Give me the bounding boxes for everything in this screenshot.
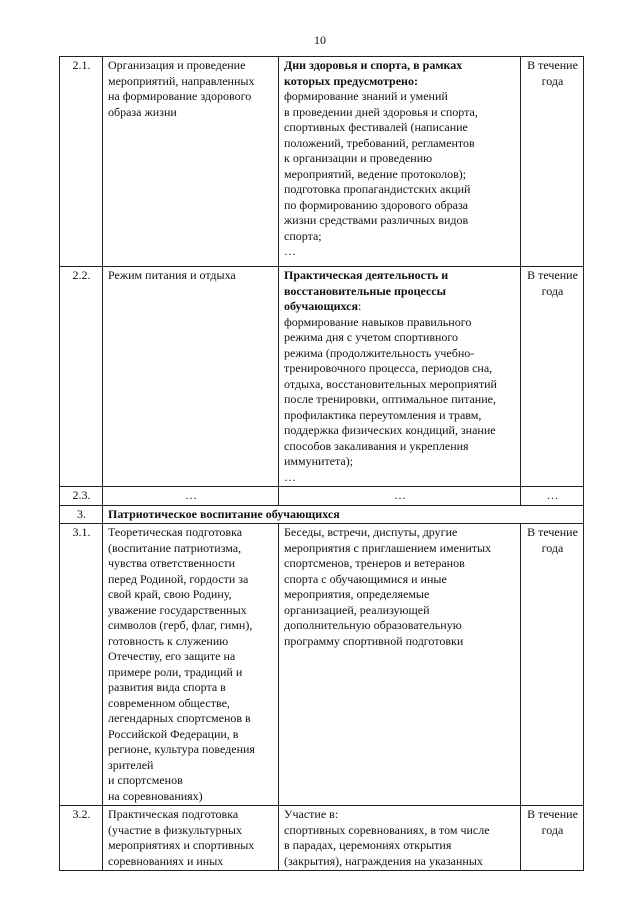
content-line: по формированию здорового образа (284, 197, 469, 212)
content-line: после тренировки, оптимальное питание, (284, 392, 496, 406)
content-line: режима (продолжительность учебно- (284, 345, 475, 360)
activity-term (521, 267, 584, 487)
activity-content (279, 267, 521, 487)
table-row-3-2 (60, 806, 584, 871)
title-line: Российской Федерации, в (108, 726, 239, 741)
content-line: спорта; (284, 228, 322, 243)
title-line: на соревнованиях) (108, 788, 203, 803)
content-line: формирование навыков правильного (284, 314, 472, 329)
row-number: 3.2. (60, 806, 103, 871)
table-row-2-3 (60, 487, 584, 506)
title-line: развития вида спорта в (108, 680, 226, 694)
title-line: примере роли, традиций и (108, 664, 243, 679)
activity-title (103, 524, 279, 806)
content-line: мероприятия, определяемые (284, 587, 430, 601)
title-line: (воспитание патриотизма, (108, 540, 242, 555)
activity-title (103, 57, 279, 267)
content-line: поддержка физических кондиций, знание (284, 423, 496, 437)
content-line: … (284, 244, 296, 258)
title-line: Практическая подготовка (108, 807, 239, 821)
content-line: подготовка пропагандистских акций (284, 182, 471, 196)
title-line: современном обществе, (108, 695, 230, 710)
section-title: Патриотическое воспитание обучающихся (103, 505, 584, 524)
content-line: тренировочного процесса, периодов сна, (284, 361, 493, 375)
content-heading-colon: : (358, 299, 362, 313)
title-line: уважение государственных (108, 602, 247, 617)
table-row-2-1 (60, 57, 584, 267)
content-line: профилактика переутомления и травм, (284, 407, 482, 422)
content-line: спортивных соревнованиях, в том числе (284, 822, 490, 837)
content-line: режима дня с учетом спортивного (284, 330, 459, 344)
content-heading-line: восстановительные процессы (284, 283, 447, 298)
term-line: В течение (527, 807, 578, 821)
term-line: В течение (527, 525, 578, 539)
content-heading-line: Практическая деятельность и (284, 268, 449, 282)
title-line: свой край, свою Родину, (108, 587, 232, 601)
row-number: 2.2. (60, 267, 103, 487)
term-line: В течение (527, 58, 578, 72)
row-number: 2.3. (60, 487, 103, 506)
title-line: чувства ответственности (108, 556, 236, 570)
term-line: В течение (527, 268, 578, 282)
title-line: символов (герб, флаг, гимн), (108, 618, 253, 632)
content-line: положений, требований, регламентов (284, 135, 475, 150)
activity-term (521, 524, 584, 806)
title-line: образа жизни (108, 104, 177, 119)
title-line: на формирование здорового (108, 89, 252, 103)
title-line: Организация и проведение (108, 58, 246, 72)
title-line: перед Родиной, гордости за (108, 571, 249, 586)
content-line: программу спортивной подготовки (284, 633, 464, 648)
title-line: зрителей (108, 757, 154, 772)
content-line: отдыха, восстановительных мероприятий (284, 376, 497, 391)
content-line: способов закаливания и укрепления (284, 438, 469, 453)
section-number: 3. (60, 505, 103, 524)
title-line: Режим питания и отдыха (108, 268, 236, 282)
content-line: формирование знаний и умений (284, 89, 448, 103)
content-line: в парадах, церемониях открытия (284, 838, 452, 852)
title-line: и спортсменов (108, 773, 183, 787)
activity-content (279, 524, 521, 806)
content-line: спорта с обучающимися и иные (284, 571, 447, 586)
title-line: (участие в физкультурных (108, 822, 242, 837)
section-row-3 (60, 505, 584, 524)
content-line: спортивных фестивалей (написание (284, 120, 468, 134)
title-line: мероприятий, направленных (108, 73, 255, 88)
content-line: мероприятия с приглашением именитых (284, 540, 492, 555)
title-line: регионе, культура поведения (108, 742, 255, 756)
title-line: Теоретическая подготовка (108, 525, 243, 539)
term-line: года (541, 822, 564, 837)
content-line: Участие в: (284, 807, 339, 821)
row-number: 2.1. (60, 57, 103, 267)
activity-title (103, 267, 279, 487)
activity-content (279, 806, 521, 871)
page-number: 10 (314, 33, 326, 47)
content-line: организацией, реализующей (284, 602, 430, 617)
content-heading-line: которых предусмотрено: (284, 73, 418, 88)
term-line: года (541, 283, 564, 298)
table-row-2-2 (60, 267, 584, 487)
content-line: жизни средствами различных видов (284, 213, 469, 227)
content-heading-line: Дни здоровья и спорта, в рамках (284, 58, 463, 72)
activity-plan-table (59, 56, 584, 871)
content-heading-text: обучающихся (284, 299, 358, 313)
table-row-3-1 (60, 524, 584, 806)
content-line: (закрытия), награждения на указанных (284, 853, 483, 868)
activity-content: … (279, 487, 521, 506)
row-number: 3.1. (60, 524, 103, 806)
content-line: иммунитета); (284, 454, 354, 468)
activity-term (521, 57, 584, 267)
title-line: мероприятиях и спортивных (108, 838, 255, 852)
title-line: легендарных спортсменов в (108, 711, 251, 725)
content-line: мероприятий, ведение протоколов); (284, 166, 467, 181)
term-line: года (541, 73, 564, 88)
activity-title: … (103, 487, 279, 506)
activity-content (279, 57, 521, 267)
content-line: спортсменов, тренеров и ветеранов (284, 556, 465, 570)
content-heading-line (284, 299, 516, 315)
term-line: года (541, 540, 564, 555)
title-line: готовность к служению (108, 633, 229, 648)
activity-term (521, 806, 584, 871)
title-line: Отечеству, его защите на (108, 649, 236, 663)
content-line: в проведении дней здоровья и спорта, (284, 104, 478, 119)
title-line: соревнованиях и иных (108, 853, 224, 868)
content-line: дополнительную образовательную (284, 618, 462, 632)
activity-term: … (521, 487, 584, 506)
content-line: … (284, 469, 296, 484)
content-line: Беседы, встречи, диспуты, другие (284, 525, 458, 539)
activity-title (103, 806, 279, 871)
content-line: к организации и проведению (284, 151, 433, 165)
